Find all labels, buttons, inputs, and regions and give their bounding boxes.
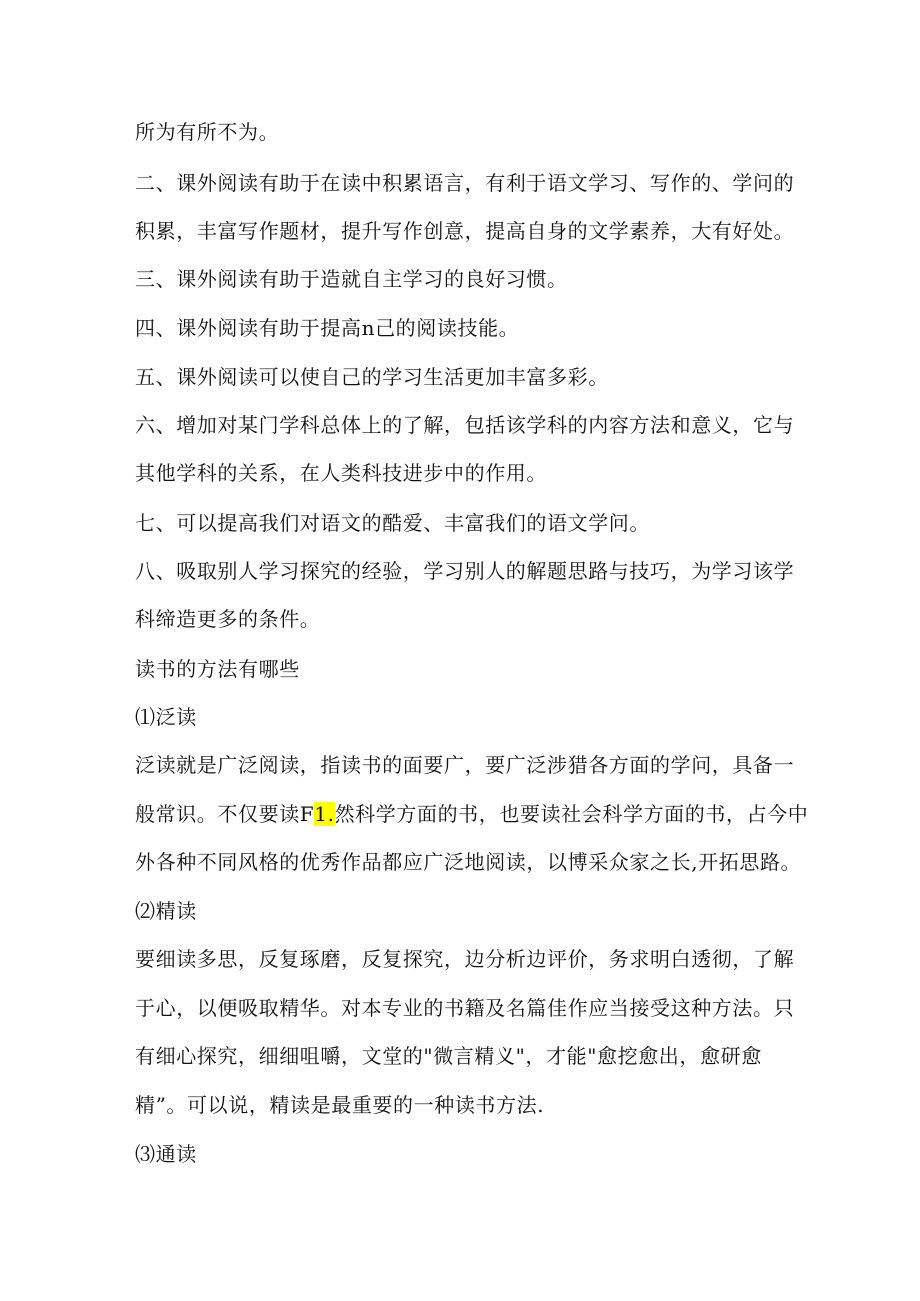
subheading: ⑶通读 <box>135 1142 197 1166</box>
text-line: 八、吸取别人学习探究的经验，学习别人的解题思路与技巧，为学习该学 <box>135 559 795 583</box>
text-line: 二、课外阅读有助于在读中积累语言，有利于语文学习、写作的、学问的 <box>135 171 795 195</box>
text-line: 泛读就是广泛阅读，指读书的面要广，要广泛涉猎各方面的学问，具备一 <box>135 753 795 777</box>
section-heading: 读书的方法有哪些 <box>135 657 300 681</box>
text-line: 有细心探究，细细咀嚼，文堂的"微言精义"，才能"愈挖愈出，愈研愈 <box>135 1044 762 1068</box>
text-line: 五、课外阅读可以使自己的学习生活更加丰富多彩。 <box>135 365 609 389</box>
text-line: 七、可以提高我们对语文的酷爱、丰富我们的语文学问。 <box>135 511 650 535</box>
text-line: 所为有所不为。 <box>135 120 280 144</box>
subheading: ⑵精读 <box>135 899 197 923</box>
highlighted-text: 1. <box>314 802 335 826</box>
text-line: 六、增加对某门学科总体上的了解，包括该学科的内容方法和意义，它与 <box>135 413 795 437</box>
text-line: 要细读多思，反复琢磨，反复探究，边分析边评价，务求明白透彻，了解 <box>135 947 795 971</box>
text-line: 三、课外阅读有助于造就自主学习的良好习惯。 <box>135 267 568 291</box>
text-segment: 然科学方面的书，也要读社会科学方面的书，占今中 <box>334 802 809 826</box>
text-line: 四、课外阅读有助于提高n己的阅读技能。 <box>135 316 520 340</box>
text-line: 精”。可以说，精读是最重要的一种读书方法. <box>135 1093 545 1117</box>
subheading: ⑴泛读 <box>135 705 197 729</box>
text-line: 于心，以便吸取精华。对本专业的书籍及名篇佳作应当接受这种方法。只 <box>135 996 795 1020</box>
text-segment: 般常识。不仅要读F <box>135 802 315 826</box>
text-line: 其他学科的关系，在人类科技进步中的作用。 <box>135 461 547 485</box>
text-line: 科缔造更多的条件。 <box>135 607 321 631</box>
text-line: 积累，丰富写作题材，提升写作创意，提高自身的文学素养，大有好处。 <box>135 219 795 243</box>
text-line: 外各种不同风格的优秀作品都应广泛地阅读，以博采众家之长,开拓思路。 <box>135 850 802 874</box>
text-line-with-highlight <box>135 801 808 827</box>
